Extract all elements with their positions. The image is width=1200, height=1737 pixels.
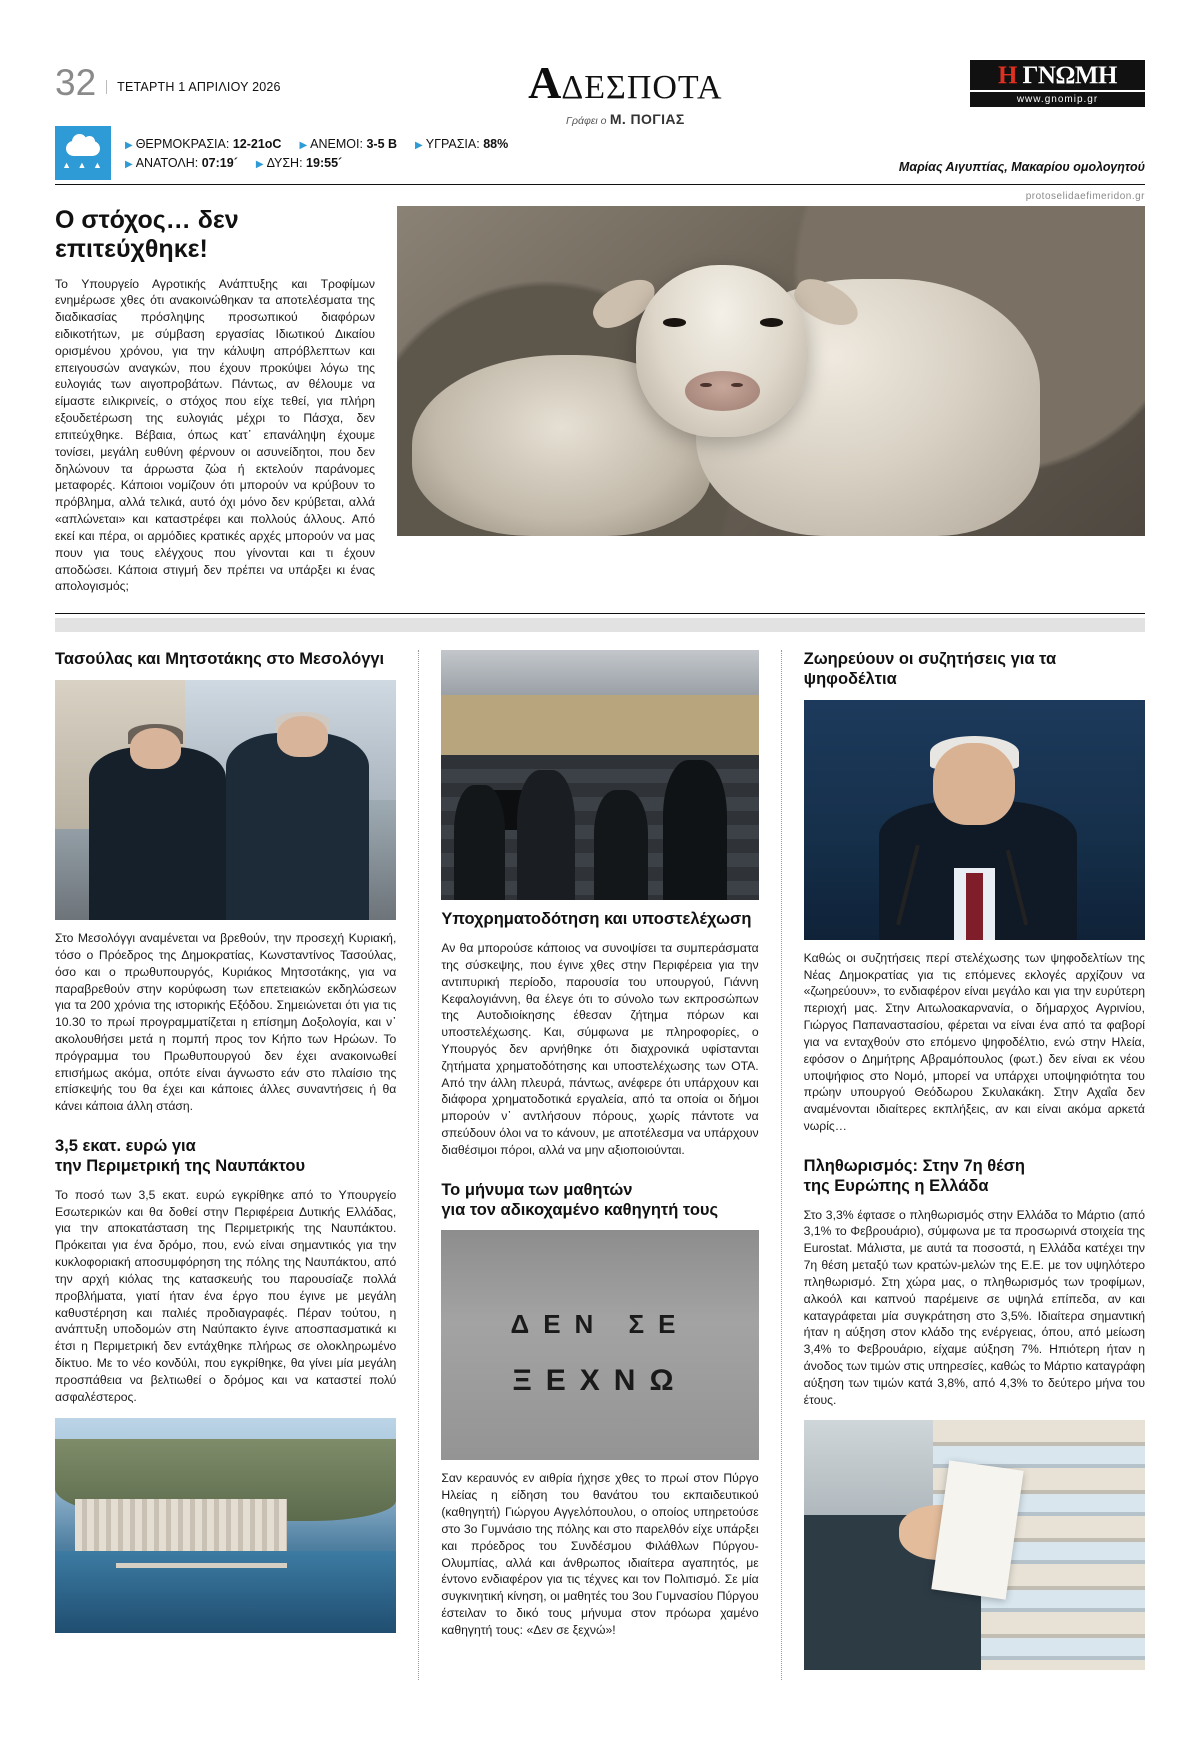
article-title-nafpaktos-line2: την Περιμετρική της Ναυπάκτου [55, 1156, 306, 1175]
bullet-arrow-icon: ▶ [255, 158, 264, 170]
article-body-plithorismos: Στο 3,3% έφτασε ο πληθωρισμός στην Ελλάδα το Μάρτιο (από 3,1% το Φεβρουάριο), σύμφωνα με τα προσωρινά στοιχεία της Eurostat. Μάλιστα, με αυτά τα ποσοστά, η Ελλάδα κατέχει την 7η θέση μεταξύ των κρατών-μελών της Ε.Ε. με τον υψηλότερο πληθωρισμό. Στη χώρα μας, ο πληθωρισμός των τροφίμων, αλκοόλ και καπνού παρέμεινε σε υψηλά επίπεδα, αν και καταγράφεται μία συγκράτηση στο 3,5%. Ιδιαίτερα σημαντική ήταν η αύξηση στον κλάδο της ενέργειας, όπου, από μείωση 3,4% το Φεβρουάριο, είχαμε αύξηση 7%. Ηπιότερη ήταν η άνοδος των τιμών στις υπηρεσίες, καθώς το Μάρτιο καταγράφη αύξηση των τιμών κατά 3,8%, από 4,3% το δεύτερο μήνα του έτους. [803, 1207, 1145, 1407]
humidity-label: ΥΓΡΑΣΙΑ: [425, 136, 480, 151]
sunset-label: ΔΥΣΗ: [266, 155, 303, 170]
supermarket-receipt-photo [804, 1420, 1145, 1670]
publication-date: ΤΕΤΑΡΤΗ 1 ΑΠΡΙΛΙΟΥ 2026 [106, 80, 281, 94]
politicians-photo [55, 680, 396, 920]
byline-author: Μ. ΠΟΓΙΑΣ [609, 111, 685, 127]
students-letters-row-2: ΞΕΧΝΩ [512, 1363, 688, 1397]
council-chamber-photo [441, 650, 758, 900]
logo-gnomi-text: ΓΝΩΜΗ [1022, 61, 1117, 89]
masthead-left [55, 60, 281, 103]
bullet-arrow-icon: ▶ [125, 158, 133, 170]
column-title-initial: Α [528, 57, 562, 108]
sheep-photo [397, 206, 1145, 536]
article-title-nafpaktos-line1: 3,5 εκατ. ευρώ για [55, 1137, 196, 1156]
speaker-podium-photo [804, 700, 1145, 940]
lead-text-column [55, 206, 375, 595]
logo-website-url[interactable]: www.gnomip.gr [970, 92, 1145, 107]
wind-value: 3-5 Β [366, 136, 398, 151]
column-byline [281, 111, 970, 127]
article-title-plithorismos-line2: της Ευρώπης η Ελλάδα [803, 1176, 989, 1195]
article-title-plithorismos [804, 1157, 1145, 1197]
article-title-mathites-line1: Το μήνυμα των μαθητών [441, 1180, 633, 1199]
article-title-ypochrimatodotisi: Υποχρηματοδότηση και υποστελέχωση [441, 910, 752, 929]
column-title-rest: ΔΕΣΠΟΤΑ [561, 69, 723, 106]
sunset-value: 19:55´ [306, 155, 343, 170]
grey-band [55, 618, 1145, 632]
source-credit: protoselidaefimeridon.gr [1025, 191, 1145, 202]
header-divider [55, 184, 1145, 185]
article-body-psifodeltia: Καθώς οι συζητήσεις περί στελέχωσης των ψηφοδελτίων της Νέας Δημοκρατίας για τις επόμενες εκλογές αρχίζουν να «ζωηρεύουν», το ενδιαφέρον είναι μεγάλο και για την ευρύτερη περιοχή μας. Στην Αιτωλοακαρνανία, ο δήμαρχος Αγρινίου, Γιώργος Παπαναστασίου, φέρεται να είναι ένα από τα φαβορί για να ενταχθούν στο επόμενο ψηφοδέλτιο, ενώ στην Ηλεία, εφόσον ο Δημήτρης Αβραμόπουλος (φωτ.) δεν είναι εκ νέου υποψήφιος στο Νομό, μπορεί να υπάρχει υποψηφιότητα του πρώην υπουργού Θεόδωρου Σκυλακάκη. Στην Αχαΐα δεν αναμένονται ιδιαίτερες εκπλήξεις, αν και είναι ακόμα αρκετά νωρίς… [803, 950, 1145, 1134]
article-body-mesologgi: Στο Μεσολόγγι αναμένεται να βρεθούν, την προσεχή Κυριακή, τόσο ο Πρόεδρος της Δημοκρατίας, Κωνσταντίνος Τασούλας, όσο και ο πρωθυπουργός, Κυριάκος Μητσοτάκης, για να παραβρεθούν στην κορύφωση των επετειακών εκδηλώσεων για τα 200 χρόνια της ιστορικής Εξόδου. Σημειώνεται ότι για τις 10.30 το πρωί προγραμματίζεται η επίσημη Δοξολογία, και ν᾽ ακολουθήσει μετά η πομπή προς τον Κήπο των Ηρώων. Το πρόγραμμα του Πρωθυπουργού δεν έχει ανακοινωθεί επισήμως ακόμα, οπότε είναι άγνωστο εάν στο πλαίσιο της επίσκεψής του θα έχει και κάποιες άλλες συναντήσεις ή θα κάνει κάποια άλλη στάση. [55, 931, 397, 1114]
column-right [782, 650, 1145, 1680]
column-middle [418, 650, 781, 1680]
section-divider [55, 613, 1145, 614]
lead-article-title: Ο στόχος… δεν επιτεύχθηκε! [55, 206, 239, 263]
weather-strip [55, 126, 1145, 180]
article-title-mesologgi: Τασούλας και Μητσοτάκης στο Μεσολόγγι [55, 650, 385, 669]
article-title-nafpaktos [55, 1137, 396, 1177]
article-body-mathites: Σαν κεραυνός εν αιθρία ήχησε χθες το πρωί στον Πύργο Ηλείας η είδηση του θανάτου του εκπαιδευτικού (καθηγητή) Γιώργου Αγγελόπουλου, ο οποίος υπηρετούσε στο 3ο Γυμνάσιο της πόλης και στο παρελθόν είχε υπάρξει και πρόεδρος του Συνδέσμου Φιλάθλων Πύργου-Ολυμπίας, αλλά και άνθρωπος ιδιαίτερα αγαπητός, με έντονο ενδιαφέρον για τις τέχνες και τον Πολιτισμό. Σε μία συγκινητική κίνηση, οι μαθητές του 3ου Γυμνασίου Πύργου έστειλαν το δικό τους μήνυμα στον πρόωρα χαμένο καθηγητή τους: «Δεν σε ξεχνώ»! [441, 1471, 759, 1637]
logo-h-letter: Η [998, 61, 1018, 89]
column-left [55, 650, 418, 1680]
three-column-layout [55, 650, 1145, 1680]
weather-values [111, 126, 899, 180]
temperature-label: ΘΕΡΜΟΚΡΑΣΙΑ: [135, 136, 230, 151]
lead-article [55, 206, 1145, 595]
coastal-town-photo [55, 1418, 396, 1633]
article-body-ypochrimatodotisi: Αν θα μπορούσε κάποιος να συνοψίσει τα συμπεράσματα της σύσκεψης, που έγινε χθες στην Περιφέρεια για την αντιπυρική περίοδο, παρουσία του υπουργού, Γιάννη Κεφαλογιάννη, θα έλεγε ότι το σύνολο των εκπροσώπων της Αυτοδιοίκησης έθεσαν ζήτημα πόρων και υποστελέχωσης. Και, σύμφωνα με πληροφορίες, ο Υπουργός δεν αρνήθηκε ότι διαχρονικά υφίστανται ζητήματα χρηματοδότησης και υποστελέχωσης των ΟΤΑ. Από την άλλη πλευρά, πάντως, ανέφερε ότι υπάρχουν και διάφορα χρηματοδοτικά εργαλεία, από τα οποία οι δήμοι μπορούν ν᾽ αντλήσουν πόρους, χωρίς πάντοτε να σπεύδουν όλοι να το κάνουν, με αποτέλεσμα να υπάρχουν διαθέσιμοι πόροι, αλλά να μην αξιοποιούνται. [441, 941, 759, 1157]
humidity-value: 88% [483, 136, 509, 151]
weather-row-primary [125, 137, 899, 151]
masthead [55, 57, 1145, 127]
bullet-arrow-icon: ▶ [415, 139, 423, 151]
bullet-arrow-icon: ▶ [125, 139, 133, 151]
byline-prefix: Γράφει ο [565, 115, 607, 127]
nameday-text: Μαρίας Αιγυπτίας, Μακαρίου ομολογητού [898, 160, 1145, 174]
students-message-photo [441, 1230, 758, 1460]
bullet-arrow-icon: ▶ [299, 139, 308, 151]
article-title-mathites [441, 1181, 758, 1221]
logo-wordmark [970, 60, 1145, 90]
column-title [281, 56, 970, 109]
article-title-plithorismos-line1: Πληθωρισμός: Στην 7η θέση [803, 1156, 1025, 1175]
article-title-psifodeltia: Ζωηρεύουν οι συζητήσεις για τα ψηφοδέλτια [803, 650, 1057, 689]
sunrise-value: 07:19´ [201, 155, 238, 170]
sunrise-label: ΑΝΑΤΟΛΗ: [135, 155, 199, 170]
students-letters-row-1: ΔΕΝ ΣΕ [510, 1308, 690, 1339]
article-title-mathites-line2: για τον αδικοχαμένο καθηγητή τους [441, 1200, 719, 1219]
newspaper-logo[interactable] [970, 60, 1145, 107]
page-number: 32 [55, 62, 97, 103]
temperature-value: 12-21oC [232, 136, 282, 151]
article-body-nafpaktos: Το ποσό των 3,5 εκατ. ευρώ εγκρίθηκε από το Υπουργείο Εσωτερικών και θα δοθεί στην Περιφέρεια Δυτικής Ελλάδας, για την αποκατάσταση της Περιμετρικής της Ναυπάκτου. Πρόκειται για ένα δρόμο, που, ενώ είναι σημαντικός για την κυκλοφοριακή αποσυμφόρηση της πόλης της Ναυπάκτου, από την αρχή κιόλας της κατασκευής του παρουσίαζε πολλά προβλήματα, γιατί ήταν ένα έργο που έγινε με μεγάλη καθυστέρηση και παλιές προδιαγραφές. Πέραν τούτου, η ανάπτυξη υποδομών στη Ναύπακτο έγινε αποσπασματικά κι έτσι η Περιμετρική δεν εντάχθηκε πλήρως σε ολοκληρωμένο δίκτυο. Με το νέο κονδύλι, που εγκρίθηκε, θα γίνει μία μεγάλη προσπάθεια να βελτιωθεί ο δρόμος και να καταστεί πολύ ασφαλέστερος. [55, 1187, 397, 1404]
rain-cloud-icon: ▲ ▲ ▲ [55, 126, 111, 180]
lead-article-body: Το Υπουργείο Αγροτικής Ανάπτυξης και Τροφίμων ενημέρωσε χθες ότι ανακοινώθηκαν τα αποτελέσματα της διαδικασίας πρόσληψης προσωπικού διαφόρων ειδικοτήτων, με σύμβαση εργασίας Ιδιωτικού Δικαίου ορισμένου χρόνου, για την κάλυψη απρόβλεπτων και επειγουσών αναγκών, που έχουν προκύψει λόγω της ευλογιάς των αιγοπροβάτων. Πάντως, αν θέλουμε να είμαστε ειλικρινείς, ο στόχος που είχε τεθεί, για πλήρη εξουδετέρωση της ευλογιάς μέχρι το Πάσχα, δεν επιτεύχθηκε. Βέβαια, όπως κατ᾽ επανάληψη έχουμε τονίσει, μεγάλη ευθύνη φέρνουν οι ασυνείδητοι, που δεν δηλώνουν τα άρρωστα ζώα ή εκτελούν παράνομες μεταφορές. Κάποιοι νομίζουν ότι μπορούν να κρύβουν το πρόβλημα, αλλά τελικά, αυτό όχι μόνο δεν κρύβεται, αλλά «απλώνεται» και καταστρέφει και πολλούς άλλους. Από εκεί και πέρα, οι αρμόδιες κρατικές αρχές μπορούν να μας πουν για τους ελέγχους που γίνονται και τι έχουν αποδώσει. Κάποια στιγμή δεν πρέπει να υπάρξει κι ένας απολογισμός; [55, 276, 375, 594]
column-header [281, 56, 970, 127]
weather-row-sun [125, 156, 899, 170]
wind-label: ΑΝΕΜΟΙ: [310, 136, 363, 151]
